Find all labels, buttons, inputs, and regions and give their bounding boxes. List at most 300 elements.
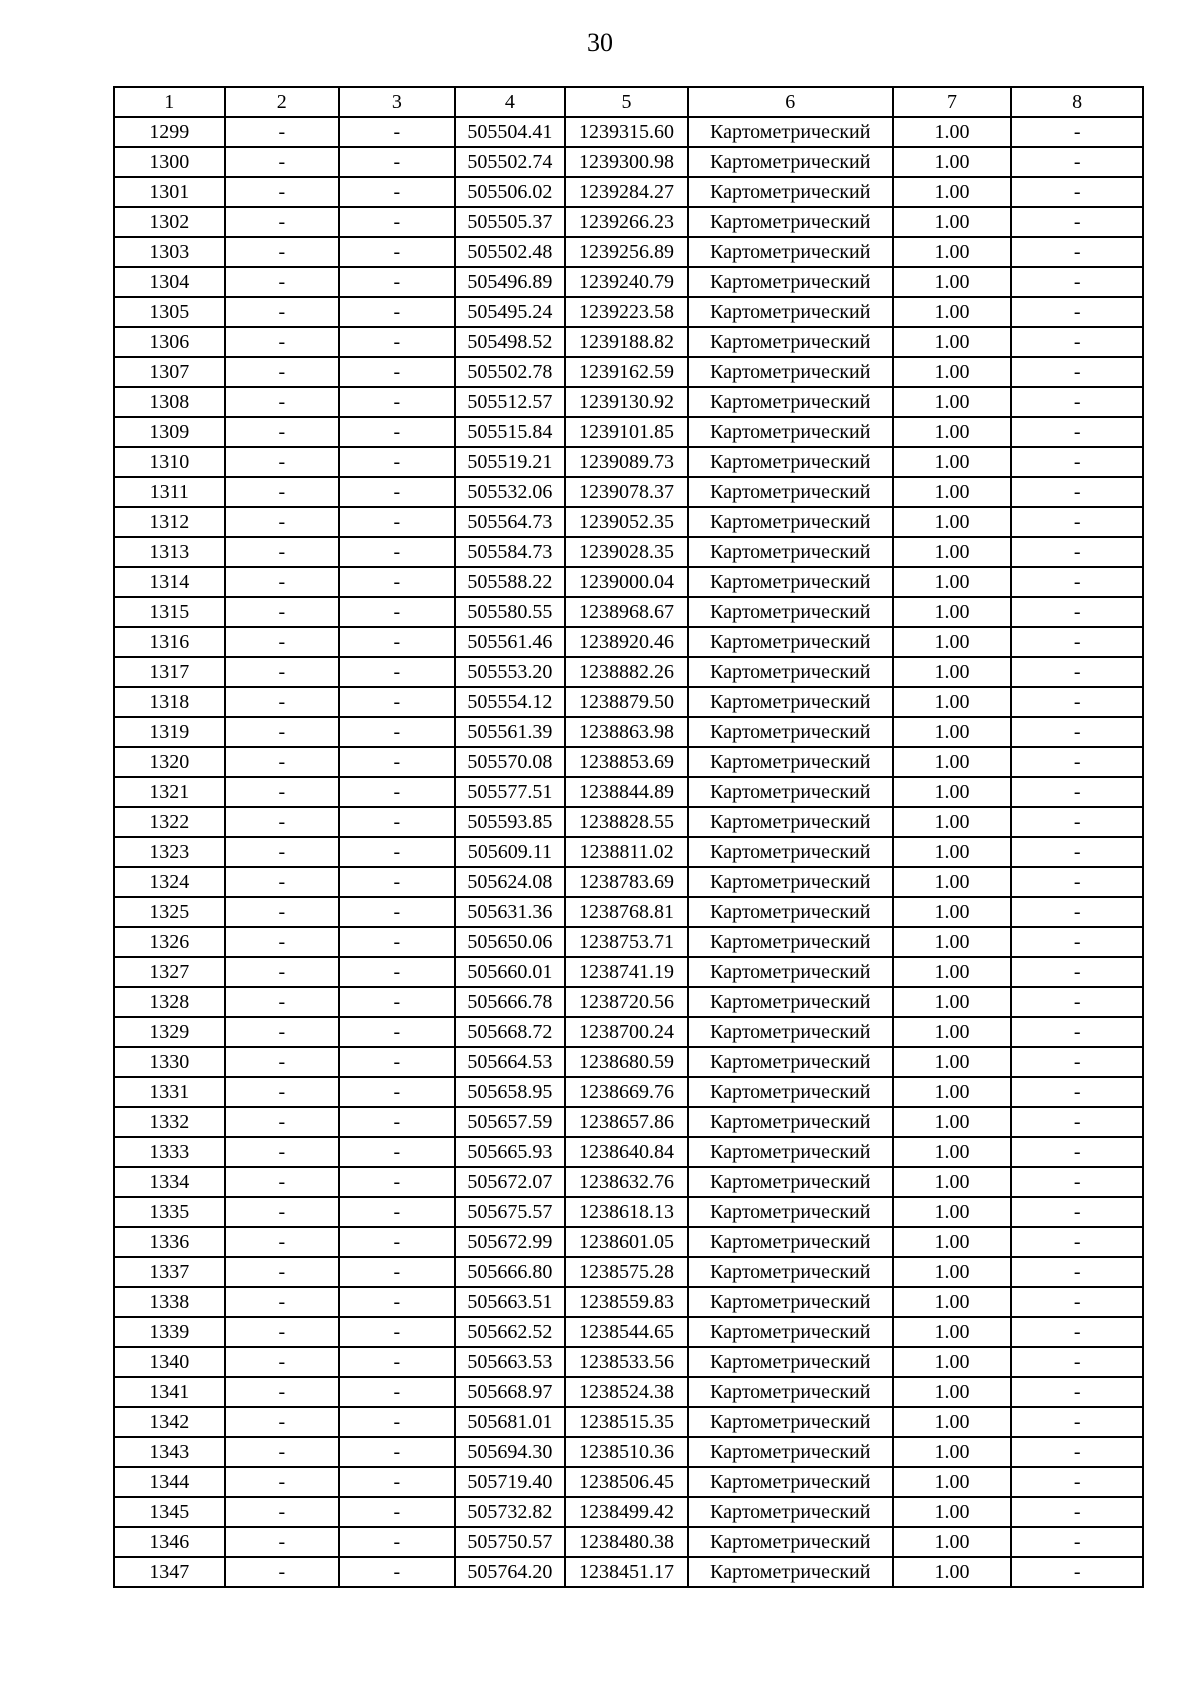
column-header: 4 (455, 87, 566, 117)
column-3-cell: - (339, 1287, 455, 1317)
point-number-cell: 1344 (114, 1467, 225, 1497)
point-number-cell: 1299 (114, 117, 225, 147)
column-3-cell: - (339, 507, 455, 537)
accuracy-cell: 1.00 (893, 1347, 1012, 1377)
column-8-cell: - (1011, 927, 1143, 957)
point-number-cell: 1333 (114, 1137, 225, 1167)
column-3-cell: - (339, 387, 455, 417)
point-number-cell: 1338 (114, 1287, 225, 1317)
point-number-cell: 1346 (114, 1527, 225, 1557)
column-8-cell: - (1011, 447, 1143, 477)
method-cell: Картометрический (688, 897, 893, 927)
column-2-cell: - (225, 1257, 340, 1287)
point-number-cell: 1325 (114, 897, 225, 927)
column-2-cell: - (225, 1197, 340, 1227)
column-3-cell: - (339, 327, 455, 357)
column-8-cell: - (1011, 1557, 1143, 1587)
column-8-cell: - (1011, 1077, 1143, 1107)
table-row (114, 1197, 1143, 1227)
column-2-cell: - (225, 1227, 340, 1257)
column-2-cell: - (225, 807, 340, 837)
y-coordinate-cell: 1239078.37 (565, 477, 688, 507)
table-row (114, 777, 1143, 807)
column-3-cell: - (339, 927, 455, 957)
table-row (114, 657, 1143, 687)
column-3-cell: - (339, 867, 455, 897)
column-8-cell: - (1011, 1377, 1143, 1407)
accuracy-cell: 1.00 (893, 927, 1012, 957)
column-3-cell: - (339, 837, 455, 867)
accuracy-cell: 1.00 (893, 837, 1012, 867)
column-8-cell: - (1011, 1407, 1143, 1437)
accuracy-cell: 1.00 (893, 717, 1012, 747)
accuracy-cell: 1.00 (893, 1167, 1012, 1197)
y-coordinate-cell: 1239284.27 (565, 177, 688, 207)
y-coordinate-cell: 1238499.42 (565, 1497, 688, 1527)
accuracy-cell: 1.00 (893, 1017, 1012, 1047)
accuracy-cell: 1.00 (893, 1047, 1012, 1077)
column-8-cell: - (1011, 597, 1143, 627)
table-row (114, 747, 1143, 777)
y-coordinate-cell: 1238920.46 (565, 627, 688, 657)
column-8-cell: - (1011, 117, 1143, 147)
column-2-cell: - (225, 447, 340, 477)
column-3-cell: - (339, 1467, 455, 1497)
x-coordinate-cell: 505498.52 (455, 327, 566, 357)
table-row (114, 1107, 1143, 1137)
table-row (114, 297, 1143, 327)
column-3-cell: - (339, 177, 455, 207)
accuracy-cell: 1.00 (893, 1137, 1012, 1167)
x-coordinate-cell: 505750.57 (455, 1527, 566, 1557)
table-body (114, 117, 1143, 1587)
y-coordinate-cell: 1239315.60 (565, 117, 688, 147)
column-2-cell: - (225, 1527, 340, 1557)
column-2-cell: - (225, 837, 340, 867)
method-cell: Картометрический (688, 147, 893, 177)
column-8-cell: - (1011, 567, 1143, 597)
point-number-cell: 1309 (114, 417, 225, 447)
method-cell: Картометрический (688, 1347, 893, 1377)
point-number-cell: 1321 (114, 777, 225, 807)
method-cell: Картометрический (688, 627, 893, 657)
column-3-cell: - (339, 987, 455, 1017)
page-number: 30 (587, 28, 613, 57)
y-coordinate-cell: 1238640.84 (565, 1137, 688, 1167)
x-coordinate-cell: 505650.06 (455, 927, 566, 957)
y-coordinate-cell: 1239266.23 (565, 207, 688, 237)
y-coordinate-cell: 1238506.45 (565, 1467, 688, 1497)
table-row (114, 987, 1143, 1017)
column-2-cell: - (225, 297, 340, 327)
x-coordinate-cell: 505668.72 (455, 1017, 566, 1047)
method-cell: Картометрический (688, 657, 893, 687)
y-coordinate-cell: 1238559.83 (565, 1287, 688, 1317)
column-8-cell: - (1011, 1197, 1143, 1227)
point-number-cell: 1339 (114, 1317, 225, 1347)
column-3-cell: - (339, 657, 455, 687)
column-2-cell: - (225, 267, 340, 297)
column-2-cell: - (225, 957, 340, 987)
x-coordinate-cell: 505504.41 (455, 117, 566, 147)
point-number-cell: 1315 (114, 597, 225, 627)
method-cell: Картометрический (688, 1167, 893, 1197)
y-coordinate-cell: 1239188.82 (565, 327, 688, 357)
column-8-cell: - (1011, 1227, 1143, 1257)
column-3-cell: - (339, 777, 455, 807)
point-number-cell: 1337 (114, 1257, 225, 1287)
table-row (114, 507, 1143, 537)
column-8-cell: - (1011, 987, 1143, 1017)
column-8-cell: - (1011, 147, 1143, 177)
x-coordinate-cell: 505666.78 (455, 987, 566, 1017)
point-number-cell: 1301 (114, 177, 225, 207)
method-cell: Картометрический (688, 447, 893, 477)
point-number-cell: 1318 (114, 687, 225, 717)
point-number-cell: 1334 (114, 1167, 225, 1197)
table-row (114, 147, 1143, 177)
column-2-cell: - (225, 717, 340, 747)
method-cell: Картометрический (688, 1107, 893, 1137)
point-number-cell: 1332 (114, 1107, 225, 1137)
column-8-cell: - (1011, 207, 1143, 237)
table-row (114, 1377, 1143, 1407)
column-8-cell: - (1011, 627, 1143, 657)
column-2-cell: - (225, 1287, 340, 1317)
x-coordinate-cell: 505663.51 (455, 1287, 566, 1317)
column-8-cell: - (1011, 237, 1143, 267)
x-coordinate-cell: 505502.74 (455, 147, 566, 177)
column-8-cell: - (1011, 177, 1143, 207)
column-3-cell: - (339, 1167, 455, 1197)
y-coordinate-cell: 1239300.98 (565, 147, 688, 177)
column-8-cell: - (1011, 387, 1143, 417)
point-number-cell: 1327 (114, 957, 225, 987)
x-coordinate-cell: 505519.21 (455, 447, 566, 477)
column-8-cell: - (1011, 897, 1143, 927)
table-row (114, 1407, 1143, 1437)
point-number-cell: 1324 (114, 867, 225, 897)
x-coordinate-cell: 505515.84 (455, 417, 566, 447)
point-number-cell: 1341 (114, 1377, 225, 1407)
accuracy-cell: 1.00 (893, 777, 1012, 807)
column-2-cell: - (225, 1317, 340, 1347)
method-cell: Картометрический (688, 1317, 893, 1347)
column-3-cell: - (339, 1227, 455, 1257)
method-cell: Картометрический (688, 687, 893, 717)
column-header: 3 (339, 87, 455, 117)
table-row (114, 1467, 1143, 1497)
column-8-cell: - (1011, 777, 1143, 807)
table-row (114, 807, 1143, 837)
method-cell: Картометрический (688, 1227, 893, 1257)
x-coordinate-cell: 505624.08 (455, 867, 566, 897)
point-number-cell: 1340 (114, 1347, 225, 1377)
method-cell: Картометрический (688, 267, 893, 297)
column-2-cell: - (225, 1467, 340, 1497)
method-cell: Картометрический (688, 867, 893, 897)
x-coordinate-cell: 505580.55 (455, 597, 566, 627)
accuracy-cell: 1.00 (893, 747, 1012, 777)
x-coordinate-cell: 505564.73 (455, 507, 566, 537)
table-row (114, 477, 1143, 507)
table-row (114, 207, 1143, 237)
y-coordinate-cell: 1239028.35 (565, 537, 688, 567)
y-coordinate-cell: 1238480.38 (565, 1527, 688, 1557)
column-8-cell: - (1011, 1257, 1143, 1287)
column-8-cell: - (1011, 957, 1143, 987)
column-3-cell: - (339, 897, 455, 927)
column-2-cell: - (225, 357, 340, 387)
table-row (114, 1137, 1143, 1167)
x-coordinate-cell: 505668.97 (455, 1377, 566, 1407)
accuracy-cell: 1.00 (893, 957, 1012, 987)
table-row (114, 837, 1143, 867)
x-coordinate-cell: 505553.20 (455, 657, 566, 687)
x-coordinate-cell: 505496.89 (455, 267, 566, 297)
y-coordinate-cell: 1238741.19 (565, 957, 688, 987)
point-number-cell: 1303 (114, 237, 225, 267)
table-row (114, 1317, 1143, 1347)
x-coordinate-cell: 505732.82 (455, 1497, 566, 1527)
column-3-cell: - (339, 207, 455, 237)
y-coordinate-cell: 1239240.79 (565, 267, 688, 297)
x-coordinate-cell: 505593.85 (455, 807, 566, 837)
table-row (114, 1227, 1143, 1257)
method-cell: Картометрический (688, 357, 893, 387)
column-3-cell: - (339, 1077, 455, 1107)
column-2-cell: - (225, 177, 340, 207)
column-2-cell: - (225, 1377, 340, 1407)
table-row (114, 417, 1143, 447)
accuracy-cell: 1.00 (893, 1227, 1012, 1257)
column-header: 2 (225, 87, 340, 117)
column-2-cell: - (225, 507, 340, 537)
x-coordinate-cell: 505588.22 (455, 567, 566, 597)
column-3-cell: - (339, 807, 455, 837)
method-cell: Картометрический (688, 597, 893, 627)
column-3-cell: - (339, 1377, 455, 1407)
x-coordinate-cell: 505505.37 (455, 207, 566, 237)
column-2-cell: - (225, 1017, 340, 1047)
column-2-cell: - (225, 1047, 340, 1077)
table-row (114, 117, 1143, 147)
table-row (114, 897, 1143, 927)
column-8-cell: - (1011, 1017, 1143, 1047)
table-row (114, 237, 1143, 267)
accuracy-cell: 1.00 (893, 1317, 1012, 1347)
coordinates-table (113, 86, 1144, 1588)
y-coordinate-cell: 1238700.24 (565, 1017, 688, 1047)
method-cell: Картометрический (688, 297, 893, 327)
y-coordinate-cell: 1238575.28 (565, 1257, 688, 1287)
column-3-cell: - (339, 1017, 455, 1047)
y-coordinate-cell: 1238510.36 (565, 1437, 688, 1467)
table-row (114, 447, 1143, 477)
column-3-cell: - (339, 147, 455, 177)
column-3-cell: - (339, 357, 455, 387)
column-2-cell: - (225, 627, 340, 657)
y-coordinate-cell: 1238680.59 (565, 1047, 688, 1077)
column-3-cell: - (339, 1317, 455, 1347)
table-row (114, 1347, 1143, 1377)
table-row (114, 387, 1143, 417)
column-2-cell: - (225, 687, 340, 717)
method-cell: Картометрический (688, 957, 893, 987)
column-3-cell: - (339, 117, 455, 147)
column-8-cell: - (1011, 477, 1143, 507)
y-coordinate-cell: 1239162.59 (565, 357, 688, 387)
point-number-cell: 1319 (114, 717, 225, 747)
table-row (114, 687, 1143, 717)
column-8-cell: - (1011, 747, 1143, 777)
method-cell: Картометрический (688, 1047, 893, 1077)
column-8-cell: - (1011, 837, 1143, 867)
y-coordinate-cell: 1238828.55 (565, 807, 688, 837)
y-coordinate-cell: 1238844.89 (565, 777, 688, 807)
column-2-cell: - (225, 1557, 340, 1587)
column-8-cell: - (1011, 1137, 1143, 1167)
column-3-cell: - (339, 1257, 455, 1287)
accuracy-cell: 1.00 (893, 177, 1012, 207)
column-8-cell: - (1011, 1287, 1143, 1317)
x-coordinate-cell: 505666.80 (455, 1257, 566, 1287)
accuracy-cell: 1.00 (893, 657, 1012, 687)
table-header-row (114, 87, 1143, 117)
point-number-cell: 1312 (114, 507, 225, 537)
table-row (114, 567, 1143, 597)
accuracy-cell: 1.00 (893, 597, 1012, 627)
x-coordinate-cell: 505681.01 (455, 1407, 566, 1437)
method-cell: Картометрический (688, 1557, 893, 1587)
x-coordinate-cell: 505561.39 (455, 717, 566, 747)
y-coordinate-cell: 1239052.35 (565, 507, 688, 537)
method-cell: Картометрический (688, 417, 893, 447)
point-number-cell: 1302 (114, 207, 225, 237)
accuracy-cell: 1.00 (893, 1377, 1012, 1407)
column-2-cell: - (225, 327, 340, 357)
table-row (114, 867, 1143, 897)
column-8-cell: - (1011, 1167, 1143, 1197)
x-coordinate-cell: 505495.24 (455, 297, 566, 327)
accuracy-cell: 1.00 (893, 327, 1012, 357)
column-2-cell: - (225, 1497, 340, 1527)
y-coordinate-cell: 1238657.86 (565, 1107, 688, 1137)
table-row (114, 1437, 1143, 1467)
x-coordinate-cell: 505663.53 (455, 1347, 566, 1377)
column-3-cell: - (339, 1347, 455, 1377)
method-cell: Картометрический (688, 1077, 893, 1107)
accuracy-cell: 1.00 (893, 477, 1012, 507)
accuracy-cell: 1.00 (893, 897, 1012, 927)
method-cell: Картометрический (688, 807, 893, 837)
x-coordinate-cell: 505672.99 (455, 1227, 566, 1257)
point-number-cell: 1330 (114, 1047, 225, 1077)
point-number-cell: 1310 (114, 447, 225, 477)
column-3-cell: - (339, 747, 455, 777)
method-cell: Картометрический (688, 207, 893, 237)
point-number-cell: 1343 (114, 1437, 225, 1467)
table-row (114, 717, 1143, 747)
column-8-cell: - (1011, 1107, 1143, 1137)
y-coordinate-cell: 1238783.69 (565, 867, 688, 897)
accuracy-cell: 1.00 (893, 1527, 1012, 1557)
column-8-cell: - (1011, 327, 1143, 357)
method-cell: Картометрический (688, 1437, 893, 1467)
accuracy-cell: 1.00 (893, 507, 1012, 537)
x-coordinate-cell: 505506.02 (455, 177, 566, 207)
x-coordinate-cell: 505672.07 (455, 1167, 566, 1197)
accuracy-cell: 1.00 (893, 627, 1012, 657)
column-2-cell: - (225, 1077, 340, 1107)
accuracy-cell: 1.00 (893, 567, 1012, 597)
point-number-cell: 1304 (114, 267, 225, 297)
table-row (114, 927, 1143, 957)
column-8-cell: - (1011, 867, 1143, 897)
accuracy-cell: 1.00 (893, 1107, 1012, 1137)
column-8-cell: - (1011, 537, 1143, 567)
column-header: 7 (893, 87, 1012, 117)
method-cell: Картометрический (688, 117, 893, 147)
column-3-cell: - (339, 1557, 455, 1587)
method-cell: Картометрический (688, 987, 893, 1017)
accuracy-cell: 1.00 (893, 1467, 1012, 1497)
column-8-cell: - (1011, 1047, 1143, 1077)
x-coordinate-cell: 505719.40 (455, 1467, 566, 1497)
y-coordinate-cell: 1239000.04 (565, 567, 688, 597)
y-coordinate-cell: 1238632.76 (565, 1167, 688, 1197)
table-row (114, 1167, 1143, 1197)
column-8-cell: - (1011, 507, 1143, 537)
table-row (114, 1047, 1143, 1077)
accuracy-cell: 1.00 (893, 237, 1012, 267)
column-3-cell: - (339, 1197, 455, 1227)
y-coordinate-cell: 1239101.85 (565, 417, 688, 447)
column-8-cell: - (1011, 807, 1143, 837)
x-coordinate-cell: 505658.95 (455, 1077, 566, 1107)
method-cell: Картометрический (688, 177, 893, 207)
column-2-cell: - (225, 1107, 340, 1137)
x-coordinate-cell: 505665.93 (455, 1137, 566, 1167)
column-2-cell: - (225, 237, 340, 267)
column-2-cell: - (225, 1137, 340, 1167)
column-2-cell: - (225, 1347, 340, 1377)
y-coordinate-cell: 1238601.05 (565, 1227, 688, 1257)
x-coordinate-cell: 505577.51 (455, 777, 566, 807)
point-number-cell: 1345 (114, 1497, 225, 1527)
table-row (114, 1017, 1143, 1047)
column-3-cell: - (339, 597, 455, 627)
column-2-cell: - (225, 537, 340, 567)
y-coordinate-cell: 1238753.71 (565, 927, 688, 957)
accuracy-cell: 1.00 (893, 1287, 1012, 1317)
point-number-cell: 1342 (114, 1407, 225, 1437)
column-3-cell: - (339, 1527, 455, 1557)
point-number-cell: 1320 (114, 747, 225, 777)
column-2-cell: - (225, 117, 340, 147)
table-row (114, 357, 1143, 387)
x-coordinate-cell: 505764.20 (455, 1557, 566, 1587)
method-cell: Картометрический (688, 537, 893, 567)
column-8-cell: - (1011, 1347, 1143, 1377)
method-cell: Картометрический (688, 1497, 893, 1527)
method-cell: Картометрический (688, 747, 893, 777)
accuracy-cell: 1.00 (893, 1197, 1012, 1227)
x-coordinate-cell: 505664.53 (455, 1047, 566, 1077)
column-2-cell: - (225, 897, 340, 927)
column-8-cell: - (1011, 297, 1143, 327)
x-coordinate-cell: 505631.36 (455, 897, 566, 927)
